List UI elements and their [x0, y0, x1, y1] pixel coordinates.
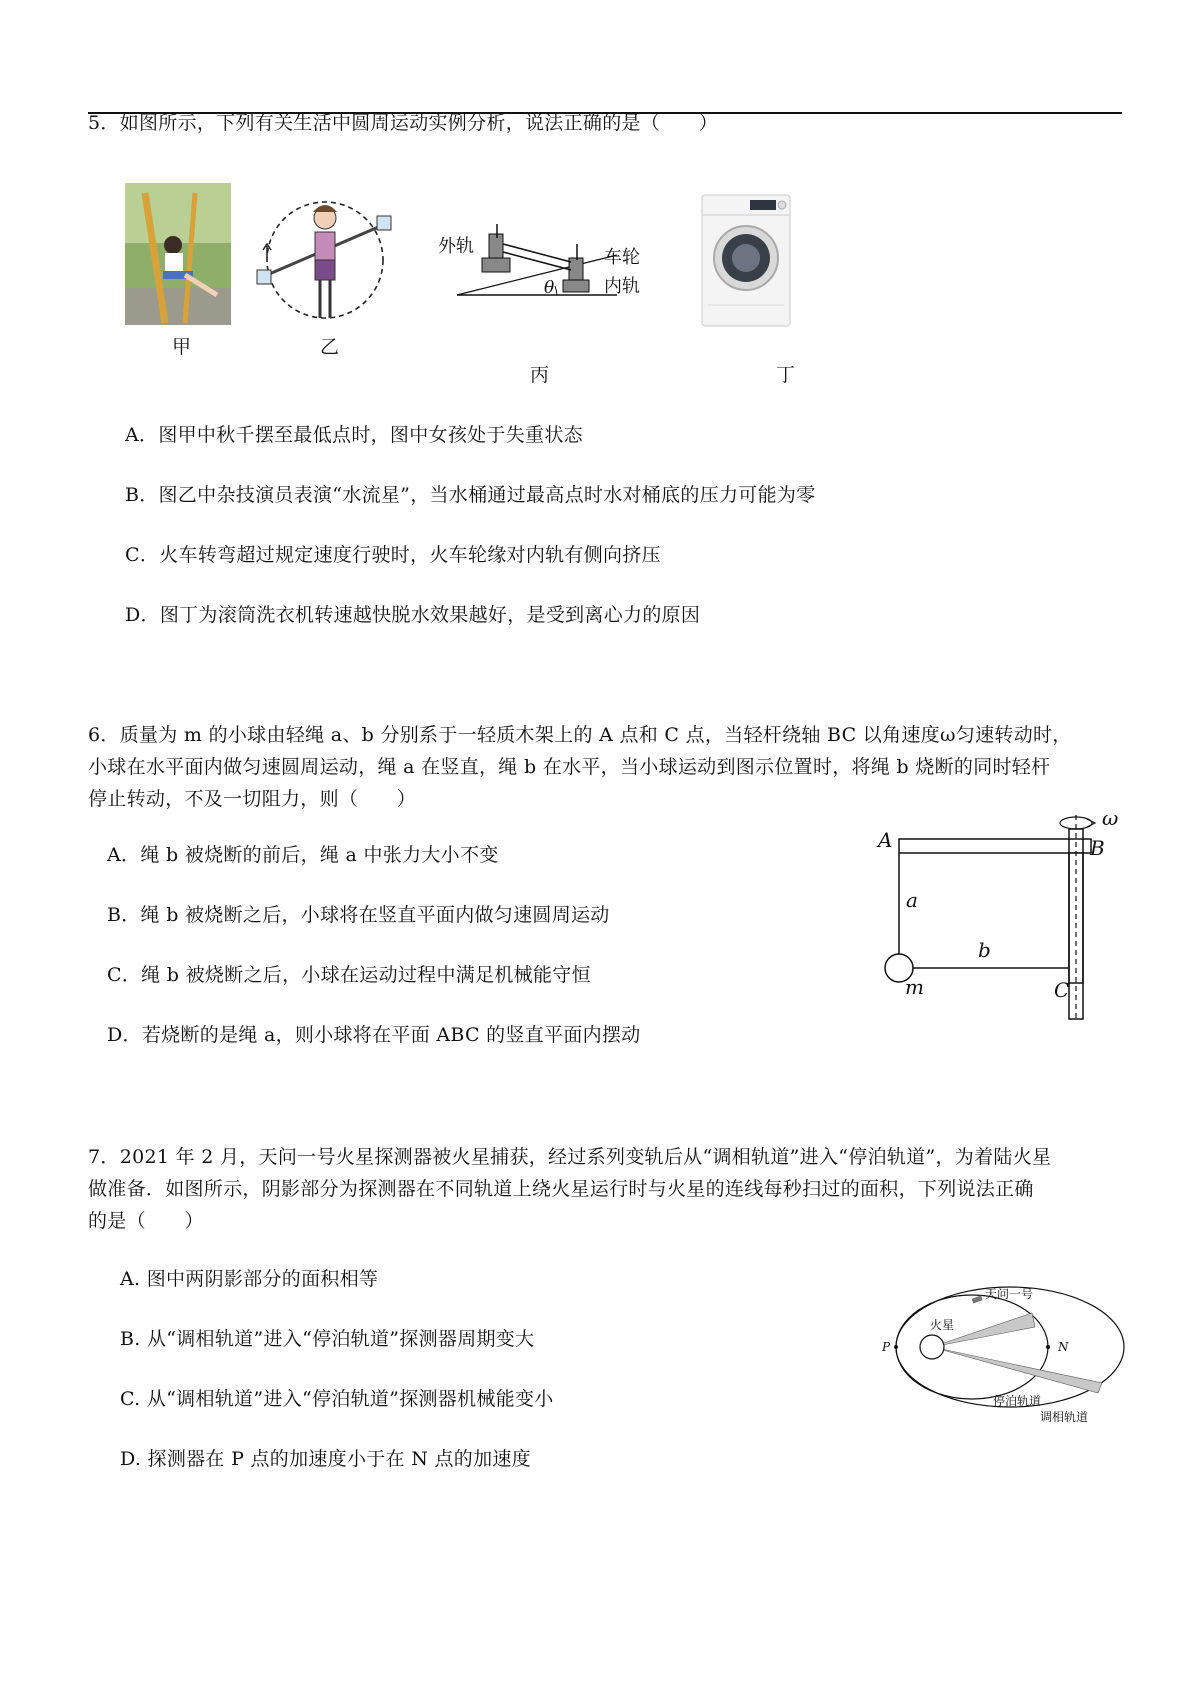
- label-theta: θ: [544, 278, 555, 298]
- label-rope-b: b: [978, 938, 991, 962]
- q6-stem-line3: 停止转动，不及一切阻力，则（ ）: [88, 788, 417, 810]
- q5-option-a[interactable]: A．图甲中秋千摆至最低点时，图中女孩处于失重状态: [125, 424, 583, 446]
- label-phasing-orbit: 调相轨道: [1040, 1410, 1089, 1424]
- q5-option-b[interactable]: B．图乙中杂技演员表演“水流星”，当水桶通过最高点时水对桶底的压力可能为零: [125, 484, 816, 506]
- q5-option-d[interactable]: D．图丁为滚筒洗衣机转速越快脱水效果越好，是受到离心力的原因: [125, 604, 701, 626]
- q6-option-a[interactable]: A．绳 b 被烧断的前后，绳 a 中张力大小不变: [107, 844, 499, 866]
- label-outer-rail: 外轨: [438, 236, 474, 257]
- caption-bing: 丙: [530, 364, 550, 386]
- q6-option-b[interactable]: B．绳 b 被烧断之后，小球将在竖直平面内做匀速圆周运动: [107, 904, 610, 926]
- q7-option-d[interactable]: D. 探测器在 P 点的加速度小于在 N 点的加速度: [120, 1448, 532, 1470]
- water-meteor-figure: [255, 200, 395, 325]
- swing-photo: [125, 183, 231, 325]
- caption-jia: 甲: [172, 336, 192, 358]
- q6-option-c[interactable]: C．绳 b 被烧断之后，小球在运动过程中满足机械能守恒: [107, 964, 591, 986]
- q7-option-c[interactable]: C. 从“调相轨道”进入“停泊轨道”探测器机械能变小: [120, 1388, 554, 1410]
- label-mass-m: m: [905, 975, 924, 999]
- q7-option-a[interactable]: A. 图中两阴影部分的面积相等: [120, 1268, 379, 1290]
- q5-stem: 5．如图所示，下列有关生活中圆周运动实例分析，说法正确的是（ ）: [88, 112, 718, 134]
- q7-stem-line2: 做准备．如图所示，阴影部分为探测器在不同轨道上绕火星运行时与火星的连线每秒扫过的面积，下列说法正确: [88, 1178, 1034, 1200]
- q5-option-c[interactable]: C．火车转弯超过规定速度行驶时，火车轮缘对内轨有侧向挤压: [125, 544, 661, 566]
- label-inner-rail: 内轨: [604, 276, 640, 297]
- label-mars: 火星: [930, 1318, 955, 1332]
- label-probe: 天问一号: [985, 1287, 1034, 1301]
- label-point-n: N: [1058, 1340, 1069, 1354]
- q6-stem-line2: 小球在水平面内做匀速圆周运动，绳 a 在竖直，绳 b 在水平，当小球运动到图示位置时，将绳 b 烧断的同时轻杆: [88, 756, 1051, 778]
- label-omega: ω: [1102, 806, 1119, 830]
- label-wheel: 车轮: [604, 247, 640, 268]
- label-point-p: P: [882, 1340, 891, 1354]
- label-point-c: C: [1054, 978, 1070, 1002]
- label-parking-orbit: 停泊轨道: [993, 1394, 1042, 1408]
- caption-ding: 丁: [776, 364, 796, 386]
- washing-machine-image: [700, 193, 792, 328]
- label-point-b: B: [1090, 836, 1105, 860]
- caption-yi: 乙: [320, 336, 340, 358]
- label-rope-a: a: [906, 888, 918, 912]
- q7-stem-line3: 的是（ ）: [88, 1210, 204, 1232]
- q7-option-b[interactable]: B. 从“调相轨道”进入“停泊轨道”探测器周期变大: [120, 1328, 535, 1350]
- label-point-a: A: [878, 828, 893, 852]
- q6-option-d[interactable]: D．若烧断的是绳 a，则小球将在平面 ABC 的竖直平面内摆动: [107, 1024, 641, 1046]
- q6-stem-line1: 6．质量为 m 的小球由轻绳 a、b 分别系于一轻质木架上的 A 点和 C 点，当轻杆绕轴 BC 以角速度ω匀速转动时，: [88, 724, 1072, 746]
- q7-stem-line1: 7．2021 年 2 月，天问一号火星探测器被火星捕获，经过系列变轨后从“调相轨道”进入“停泊轨道”，为着陆火星: [88, 1146, 1052, 1168]
